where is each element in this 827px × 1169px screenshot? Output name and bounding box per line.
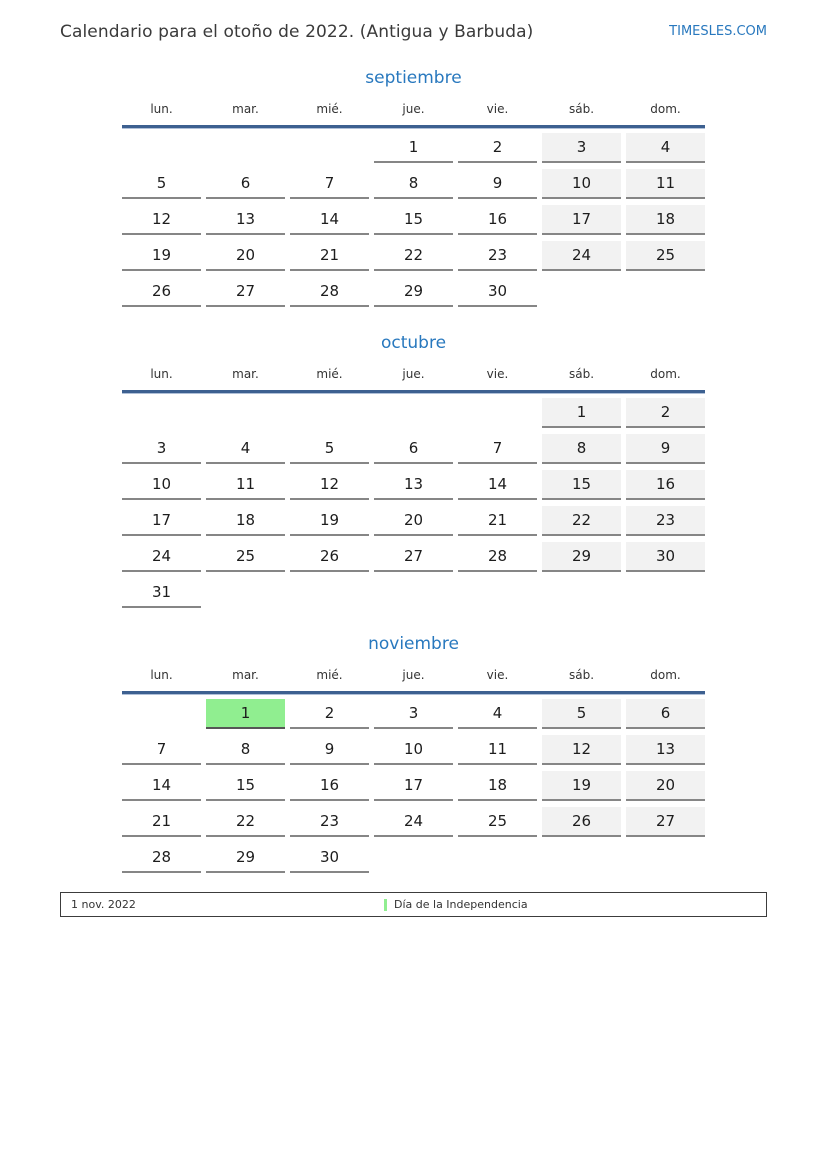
weekday-header-row xyxy=(122,367,705,390)
day-cell: 25 xyxy=(626,241,705,271)
day-cell: 17 xyxy=(122,506,201,536)
day-cell: 6 xyxy=(374,434,453,464)
weekday-label: mié. xyxy=(316,668,343,682)
day-cell: 10 xyxy=(542,169,621,199)
month-september xyxy=(122,68,705,307)
day-cell: 26 xyxy=(290,542,369,572)
brand-link[interactable]: TIMESLES.COM xyxy=(669,24,767,39)
day-cell: 27 xyxy=(206,277,285,307)
day-cell: 29 xyxy=(374,277,453,307)
day-cell: 30 xyxy=(290,843,369,873)
day-cell: 23 xyxy=(458,241,537,271)
day-cell: 8 xyxy=(206,735,285,765)
day-cell: 4 xyxy=(458,699,537,729)
day-cell: 30 xyxy=(458,277,537,307)
empty-cell xyxy=(122,398,201,428)
day-cell: 15 xyxy=(542,470,621,500)
day-cell: 2 xyxy=(458,133,537,163)
day-cell: 11 xyxy=(458,735,537,765)
day-cell: 20 xyxy=(626,771,705,801)
day-cell: 3 xyxy=(374,699,453,729)
weekday-label: sáb. xyxy=(568,102,595,116)
day-cell: 1 xyxy=(542,398,621,428)
day-cell: 8 xyxy=(374,169,453,199)
day-cell: 3 xyxy=(542,133,621,163)
day-cell: 12 xyxy=(290,470,369,500)
day-cell: 5 xyxy=(542,699,621,729)
day-cell: 20 xyxy=(206,241,285,271)
month-november xyxy=(122,634,705,873)
weekday-label: lun. xyxy=(150,102,173,116)
day-cell: 24 xyxy=(542,241,621,271)
day-cell: 11 xyxy=(626,169,705,199)
day-cell: 2 xyxy=(626,398,705,428)
holiday-label: Día de la Independencia xyxy=(394,898,528,911)
day-cell: 14 xyxy=(122,771,201,801)
empty-cell xyxy=(542,578,621,608)
weekday-label: lun. xyxy=(150,668,173,682)
day-cell: 12 xyxy=(122,205,201,235)
empty-cell xyxy=(374,578,453,608)
day-cell: 20 xyxy=(374,506,453,536)
empty-cell xyxy=(626,578,705,608)
weekday-header-row xyxy=(122,102,705,125)
day-cell: 30 xyxy=(626,542,705,572)
weekday-label: mié. xyxy=(316,102,343,116)
day-cell: 16 xyxy=(290,771,369,801)
day-cell: 13 xyxy=(374,470,453,500)
day-cell: 15 xyxy=(206,771,285,801)
day-grid xyxy=(122,398,705,608)
day-cell: 6 xyxy=(206,169,285,199)
day-cell: 21 xyxy=(458,506,537,536)
empty-cell xyxy=(290,398,369,428)
day-cell: 7 xyxy=(290,169,369,199)
day-cell: 10 xyxy=(374,735,453,765)
page-header xyxy=(0,0,827,42)
day-cell: 24 xyxy=(122,542,201,572)
day-cell: 5 xyxy=(122,169,201,199)
day-cell: 28 xyxy=(458,542,537,572)
day-cell: 2 xyxy=(290,699,369,729)
holiday-date: 1 nov. 2022 xyxy=(71,898,136,911)
day-cell: 12 xyxy=(542,735,621,765)
month-title: noviembre xyxy=(368,634,459,654)
day-cell: 17 xyxy=(542,205,621,235)
day-cell: 22 xyxy=(374,241,453,271)
day-cell: 24 xyxy=(374,807,453,837)
day-cell: 13 xyxy=(206,205,285,235)
day-cell: 14 xyxy=(458,470,537,500)
day-cell: 14 xyxy=(290,205,369,235)
day-cell: 11 xyxy=(206,470,285,500)
weekday-label: mar. xyxy=(232,668,259,682)
weekday-label: mié. xyxy=(316,367,343,381)
weekday-label: dom. xyxy=(650,668,681,682)
day-cell: 26 xyxy=(542,807,621,837)
day-cell: 21 xyxy=(290,241,369,271)
day-cell: 18 xyxy=(458,771,537,801)
day-cell: 10 xyxy=(122,470,201,500)
day-cell: 27 xyxy=(626,807,705,837)
empty-cell xyxy=(290,133,369,163)
day-cell: 9 xyxy=(290,735,369,765)
weekday-label: dom. xyxy=(650,367,681,381)
day-grid xyxy=(122,133,705,307)
day-cell: 21 xyxy=(122,807,201,837)
day-cell: 4 xyxy=(626,133,705,163)
empty-cell xyxy=(458,398,537,428)
day-cell: 27 xyxy=(374,542,453,572)
day-cell: 19 xyxy=(290,506,369,536)
empty-cell xyxy=(206,398,285,428)
day-cell: 13 xyxy=(626,735,705,765)
weekday-label: vie. xyxy=(486,102,509,116)
weekday-label: jue. xyxy=(402,102,425,116)
weekday-label: sáb. xyxy=(568,367,595,381)
day-cell: 22 xyxy=(542,506,621,536)
day-cell: 28 xyxy=(122,843,201,873)
holiday-legend xyxy=(60,892,767,917)
month-october xyxy=(122,333,705,608)
day-cell: 1 xyxy=(374,133,453,163)
day-cell: 26 xyxy=(122,277,201,307)
weekday-label: mar. xyxy=(232,102,259,116)
weekday-label: mar. xyxy=(232,367,259,381)
empty-cell xyxy=(290,578,369,608)
day-cell: 29 xyxy=(206,843,285,873)
empty-cell xyxy=(122,699,201,729)
day-cell: 8 xyxy=(542,434,621,464)
empty-cell xyxy=(458,578,537,608)
day-grid xyxy=(122,699,705,873)
page-title: Calendario para el otoño de 2022. (Antigua y Barbuda) xyxy=(60,22,534,42)
day-cell: 6 xyxy=(626,699,705,729)
empty-cell xyxy=(542,277,621,307)
weekday-label: vie. xyxy=(486,367,509,381)
empty-cell xyxy=(206,133,285,163)
day-cell: 4 xyxy=(206,434,285,464)
header-rule xyxy=(122,125,705,128)
day-cell: 3 xyxy=(122,434,201,464)
day-cell: 31 xyxy=(122,578,201,608)
holiday-item xyxy=(384,898,528,911)
day-cell: 9 xyxy=(458,169,537,199)
day-cell: 25 xyxy=(458,807,537,837)
day-cell: 16 xyxy=(626,470,705,500)
weekday-label: lun. xyxy=(150,367,173,381)
month-title: octubre xyxy=(380,333,447,353)
month-title: septiembre xyxy=(365,68,462,88)
weekday-label: sáb. xyxy=(568,668,595,682)
weekday-label: jue. xyxy=(402,367,425,381)
weekday-label: vie. xyxy=(486,668,509,682)
day-cell: 18 xyxy=(206,506,285,536)
day-cell: 23 xyxy=(626,506,705,536)
empty-cell xyxy=(374,843,453,873)
day-cell: 18 xyxy=(626,205,705,235)
empty-cell xyxy=(122,133,201,163)
weekday-header-row xyxy=(122,668,705,691)
day-cell: 22 xyxy=(206,807,285,837)
empty-cell xyxy=(542,843,621,873)
empty-cell xyxy=(374,398,453,428)
day-cell: 16 xyxy=(458,205,537,235)
empty-cell xyxy=(626,843,705,873)
day-cell: 7 xyxy=(122,735,201,765)
header-rule xyxy=(122,390,705,393)
empty-cell xyxy=(458,843,537,873)
day-cell: 29 xyxy=(542,542,621,572)
day-cell: 28 xyxy=(290,277,369,307)
day-cell: 1 xyxy=(206,699,285,729)
day-cell: 9 xyxy=(626,434,705,464)
day-cell: 15 xyxy=(374,205,453,235)
day-cell: 19 xyxy=(542,771,621,801)
header-rule xyxy=(122,691,705,694)
day-cell: 19 xyxy=(122,241,201,271)
day-cell: 25 xyxy=(206,542,285,572)
empty-cell xyxy=(626,277,705,307)
weekday-label: dom. xyxy=(650,102,681,116)
holiday-marker-icon xyxy=(384,899,387,911)
day-cell: 17 xyxy=(374,771,453,801)
day-cell: 23 xyxy=(290,807,369,837)
day-cell: 5 xyxy=(290,434,369,464)
day-cell: 7 xyxy=(458,434,537,464)
weekday-label: jue. xyxy=(402,668,425,682)
empty-cell xyxy=(206,578,285,608)
